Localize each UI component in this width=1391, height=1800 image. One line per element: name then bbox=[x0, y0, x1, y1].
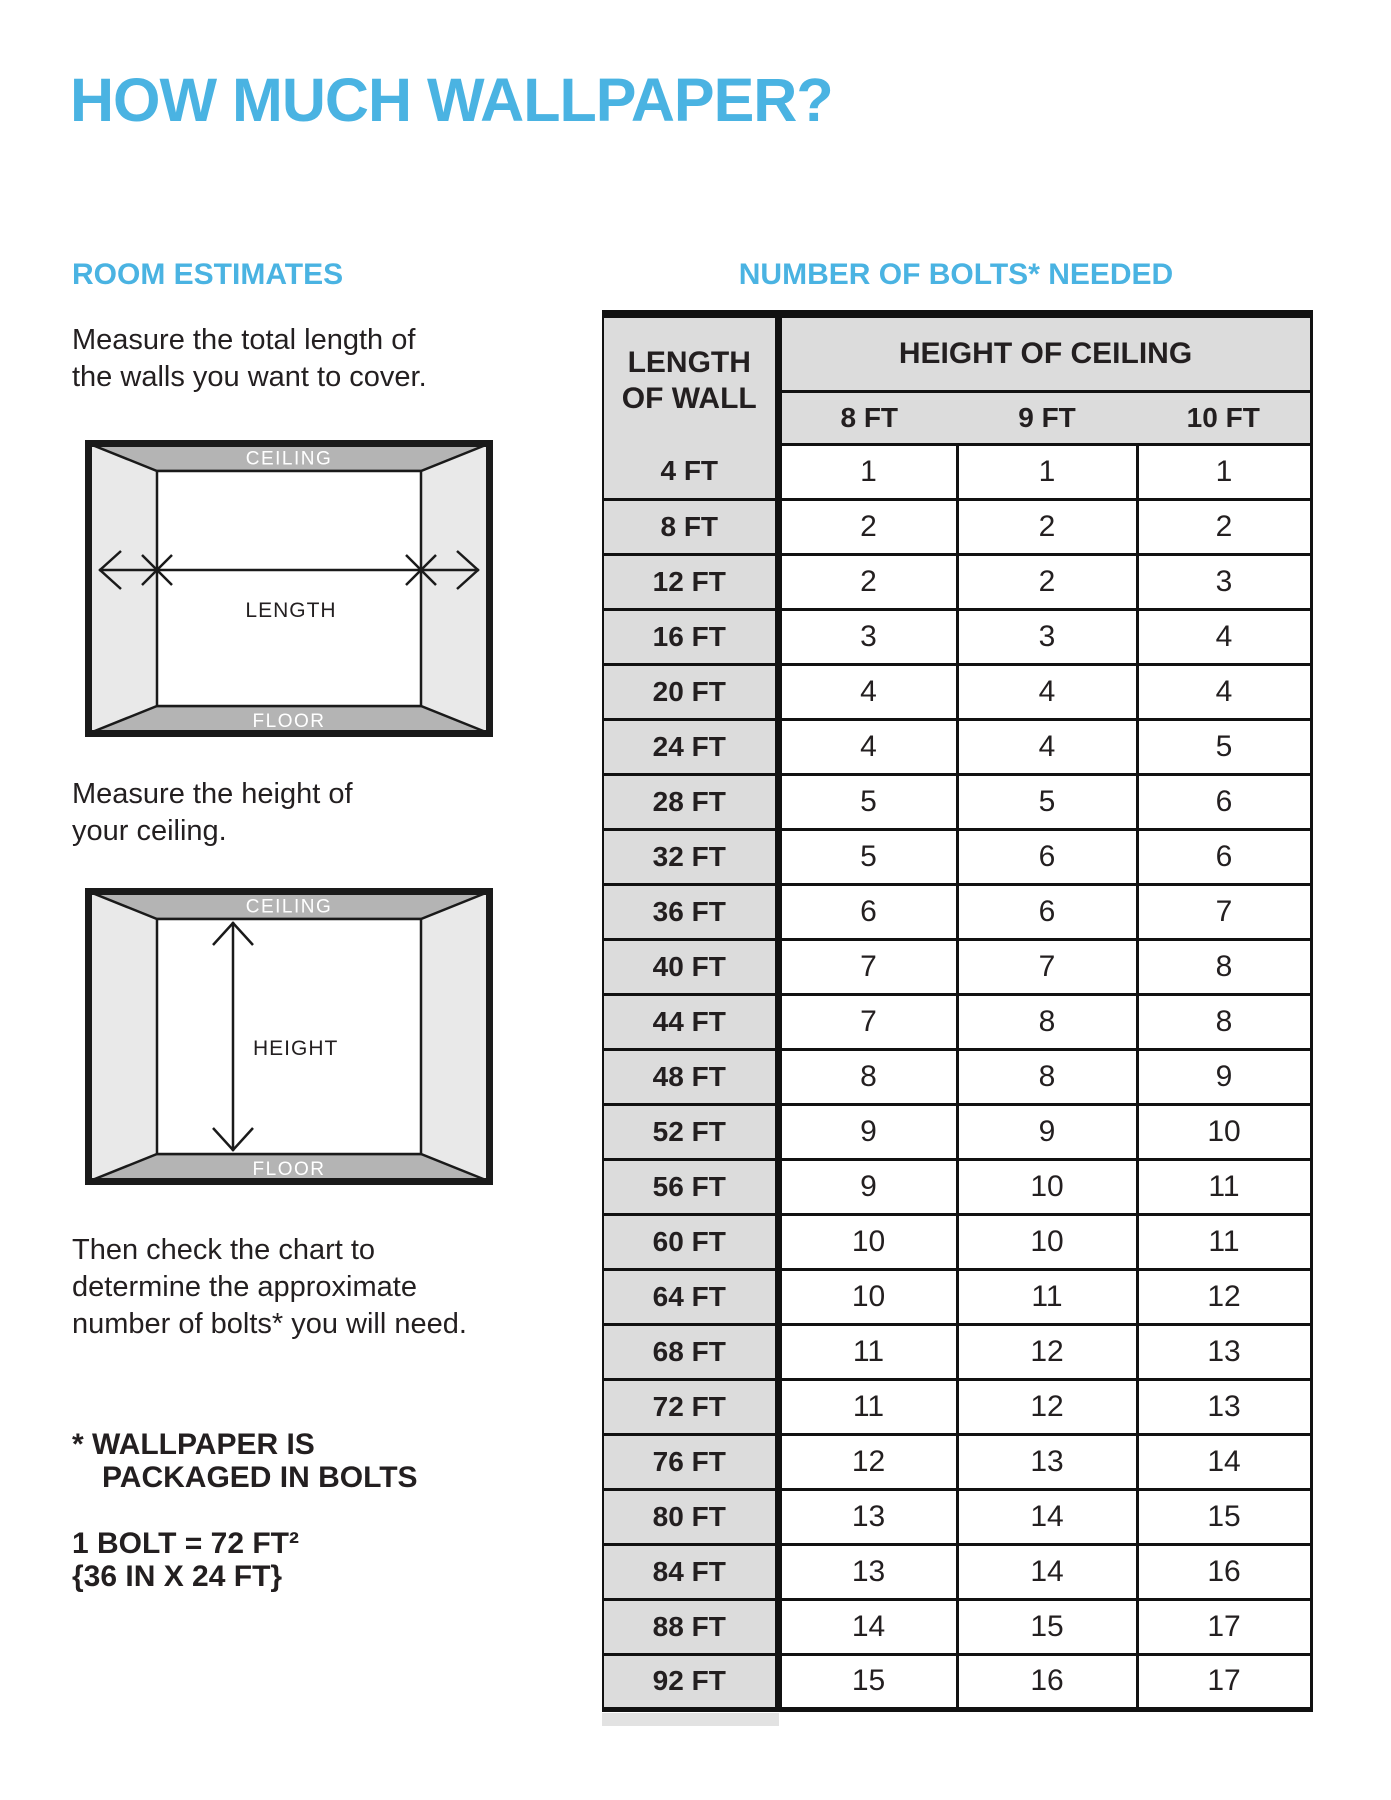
table-row bbox=[603, 774, 1311, 829]
text-line: number of bolts* you will need. bbox=[72, 1308, 467, 1340]
bolt-count-cell: 8 bbox=[1137, 994, 1311, 1049]
bolt-count-cell: 13 bbox=[1137, 1324, 1311, 1379]
row-label: 68 FT bbox=[603, 1324, 778, 1379]
bolt-count-cell: 4 bbox=[1137, 664, 1311, 719]
bolt-count-cell: 4 bbox=[1137, 609, 1311, 664]
bolt-count-cell: 4 bbox=[957, 664, 1137, 719]
bolt-count-cell: 15 bbox=[778, 1654, 957, 1709]
bolt-count-cell: 9 bbox=[1137, 1049, 1311, 1104]
bolt-count-cell: 10 bbox=[1137, 1104, 1311, 1159]
bolt-count-cell: 7 bbox=[957, 939, 1137, 994]
col-header-8ft: 8 FT bbox=[778, 391, 957, 444]
bolt-count-cell: 11 bbox=[1137, 1159, 1311, 1214]
bolt-count-cell: 1 bbox=[1137, 444, 1311, 499]
table-row bbox=[603, 609, 1311, 664]
bolt-count-cell: 7 bbox=[778, 939, 957, 994]
floor-label: FLOOR bbox=[252, 711, 326, 732]
page-title: HOW MUCH WALLPAPER? bbox=[70, 66, 833, 134]
bolt-count-cell: 2 bbox=[778, 499, 957, 554]
row-label: 12 FT bbox=[603, 554, 778, 609]
bolt-count-cell: 10 bbox=[957, 1159, 1137, 1214]
bolt-count-cell: 8 bbox=[957, 1049, 1137, 1104]
row-label: 92 FT bbox=[603, 1654, 778, 1709]
bolt-count-cell: 9 bbox=[957, 1104, 1137, 1159]
bolt-count-cell: 9 bbox=[778, 1104, 957, 1159]
table-row bbox=[603, 994, 1311, 1049]
row-label: 80 FT bbox=[603, 1489, 778, 1544]
bolt-count-cell: 8 bbox=[778, 1049, 957, 1104]
bolt-count-cell: 13 bbox=[1137, 1379, 1311, 1434]
asterisk: * bbox=[72, 1428, 84, 1461]
bolt-count-cell: 14 bbox=[1137, 1434, 1311, 1489]
row-label: 32 FT bbox=[603, 829, 778, 884]
table-row bbox=[603, 664, 1311, 719]
table-row bbox=[603, 1599, 1311, 1654]
row-label: 24 FT bbox=[603, 719, 778, 774]
bolt-count-cell: 5 bbox=[957, 774, 1137, 829]
bolt-count-cell: 4 bbox=[957, 719, 1137, 774]
bolt-equation: 1 BOLT = 72 FT² bbox=[72, 1527, 299, 1560]
bolt-count-cell: 15 bbox=[1137, 1489, 1311, 1544]
bolt-count-cell: 6 bbox=[957, 884, 1137, 939]
bolt-dimensions: {36 IN X 24 FT} bbox=[72, 1560, 283, 1593]
floor-label: FLOOR bbox=[252, 1159, 326, 1180]
bolt-count-cell: 10 bbox=[778, 1269, 957, 1324]
bolt-count-cell: 14 bbox=[957, 1489, 1137, 1544]
instruction-measure-length bbox=[72, 322, 427, 396]
text-line: the walls you want to cover. bbox=[72, 361, 427, 393]
bolt-count-cell: 2 bbox=[957, 499, 1137, 554]
height-of-ceiling-header: HEIGHT OF CEILING bbox=[778, 314, 1311, 391]
room-height-diagram bbox=[85, 888, 493, 1185]
bolt-count-cell: 11 bbox=[778, 1324, 957, 1379]
text-line: determine the approximate bbox=[72, 1271, 417, 1303]
row-label: 88 FT bbox=[603, 1599, 778, 1654]
table-row bbox=[603, 1434, 1311, 1489]
col-header-9ft: 9 FT bbox=[957, 391, 1137, 444]
text-line: Measure the total length of bbox=[72, 324, 416, 356]
length-of-wall-header bbox=[603, 314, 778, 444]
bolt-count-cell: 17 bbox=[1137, 1599, 1311, 1654]
text-line: Measure the height of bbox=[72, 778, 353, 810]
bolt-count-cell: 9 bbox=[778, 1159, 957, 1214]
bolts-table bbox=[602, 310, 1313, 1712]
bolt-count-cell: 16 bbox=[1137, 1544, 1311, 1599]
row-label: 20 FT bbox=[603, 664, 778, 719]
bolts-needed-heading: NUMBER OF BOLTS* NEEDED bbox=[738, 258, 1174, 291]
row-label: 72 FT bbox=[603, 1379, 778, 1434]
bolt-count-cell: 3 bbox=[778, 609, 957, 664]
row-label: 56 FT bbox=[603, 1159, 778, 1214]
row-label: 16 FT bbox=[603, 609, 778, 664]
bolt-count-cell: 11 bbox=[1137, 1214, 1311, 1269]
table-row bbox=[603, 1049, 1311, 1104]
bolt-count-cell: 6 bbox=[957, 829, 1137, 884]
bolt-count-cell: 4 bbox=[778, 719, 957, 774]
bolts-table-body bbox=[603, 444, 1311, 1709]
table-footer-shadow bbox=[602, 1713, 779, 1726]
table-row bbox=[603, 1379, 1311, 1434]
bolt-count-cell: 8 bbox=[957, 994, 1137, 1049]
bolt-count-cell: 2 bbox=[778, 554, 957, 609]
room-length-diagram bbox=[85, 440, 493, 737]
text-line: Then check the chart to bbox=[72, 1234, 376, 1266]
bolt-count-cell: 5 bbox=[778, 829, 957, 884]
bolt-count-cell: 13 bbox=[778, 1489, 957, 1544]
table-row bbox=[603, 829, 1311, 884]
bolt-count-cell: 14 bbox=[957, 1544, 1137, 1599]
text-line: your ceiling. bbox=[72, 815, 227, 847]
bolt-count-cell: 11 bbox=[778, 1379, 957, 1434]
bolt-count-cell: 8 bbox=[1137, 939, 1311, 994]
table-row bbox=[603, 1324, 1311, 1379]
ceiling-label: CEILING bbox=[245, 896, 333, 918]
bolt-count-cell: 15 bbox=[957, 1599, 1137, 1654]
bolt-count-cell: 3 bbox=[1137, 554, 1311, 609]
table-row bbox=[603, 444, 1311, 499]
row-label: 44 FT bbox=[603, 994, 778, 1049]
bolt-count-cell: 1 bbox=[778, 444, 957, 499]
instruction-measure-height bbox=[72, 776, 353, 850]
row-label: 60 FT bbox=[603, 1214, 778, 1269]
bolt-count-cell: 5 bbox=[1137, 719, 1311, 774]
bolt-count-cell: 6 bbox=[778, 884, 957, 939]
bolt-count-cell: 16 bbox=[957, 1654, 1137, 1709]
bolt-count-cell: 6 bbox=[1137, 774, 1311, 829]
bolt-count-cell: 11 bbox=[957, 1269, 1137, 1324]
height-label: HEIGHT bbox=[253, 1037, 339, 1060]
bolt-count-cell: 12 bbox=[778, 1434, 957, 1489]
bolt-count-cell: 10 bbox=[957, 1214, 1137, 1269]
ceiling-label: CEILING bbox=[245, 448, 333, 470]
row-label: 64 FT bbox=[603, 1269, 778, 1324]
bolt-count-cell: 12 bbox=[957, 1379, 1137, 1434]
table-row bbox=[603, 1104, 1311, 1159]
col-header-10ft: 10 FT bbox=[1137, 391, 1311, 444]
bolt-count-cell: 17 bbox=[1137, 1654, 1311, 1709]
table-row bbox=[603, 1214, 1311, 1269]
bolt-size-info bbox=[72, 1527, 299, 1593]
length-label: LENGTH bbox=[245, 599, 337, 622]
table-row bbox=[603, 939, 1311, 994]
row-label: 40 FT bbox=[603, 939, 778, 994]
row-label: 52 FT bbox=[603, 1104, 778, 1159]
table-row bbox=[603, 1269, 1311, 1324]
text-line: * WALLPAPER IS bbox=[72, 1428, 315, 1461]
bolt-count-cell: 14 bbox=[778, 1599, 957, 1654]
back-wall bbox=[157, 471, 421, 706]
row-label: 48 FT bbox=[603, 1049, 778, 1104]
bolt-count-cell: 6 bbox=[1137, 829, 1311, 884]
instruction-check-chart bbox=[72, 1232, 467, 1343]
bolts-footnote bbox=[72, 1428, 418, 1494]
bolt-count-cell: 2 bbox=[1137, 499, 1311, 554]
bolt-count-cell: 12 bbox=[1137, 1269, 1311, 1324]
table-row bbox=[603, 499, 1311, 554]
row-label: 76 FT bbox=[603, 1434, 778, 1489]
bolt-count-cell: 2 bbox=[957, 554, 1137, 609]
row-label: 28 FT bbox=[603, 774, 778, 829]
table-row bbox=[603, 554, 1311, 609]
row-label: 84 FT bbox=[603, 1544, 778, 1599]
row-label: 8 FT bbox=[603, 499, 778, 554]
text-line: PACKAGED IN BOLTS bbox=[102, 1461, 418, 1494]
bolt-count-cell: 13 bbox=[957, 1434, 1137, 1489]
table-row bbox=[603, 1544, 1311, 1599]
table-row bbox=[603, 719, 1311, 774]
table-row bbox=[603, 1159, 1311, 1214]
bolt-count-cell: 5 bbox=[778, 774, 957, 829]
bolt-count-cell: 4 bbox=[778, 664, 957, 719]
bolt-count-cell: 7 bbox=[778, 994, 957, 1049]
row-label: 36 FT bbox=[603, 884, 778, 939]
bolt-count-cell: 13 bbox=[778, 1544, 957, 1599]
row-label: 4 FT bbox=[603, 444, 778, 499]
bolt-count-cell: 1 bbox=[957, 444, 1137, 499]
bolt-count-cell: 12 bbox=[957, 1324, 1137, 1379]
table-row bbox=[603, 1654, 1311, 1709]
table-row bbox=[603, 884, 1311, 939]
bolt-count-cell: 3 bbox=[957, 609, 1137, 664]
text-line: LENGTH bbox=[627, 346, 751, 379]
text-line: OF WALL bbox=[621, 382, 757, 415]
table-row bbox=[603, 1489, 1311, 1544]
room-estimates-heading: ROOM ESTIMATES bbox=[72, 258, 344, 291]
bolt-count-cell: 7 bbox=[1137, 884, 1311, 939]
bolt-count-cell: 10 bbox=[778, 1214, 957, 1269]
